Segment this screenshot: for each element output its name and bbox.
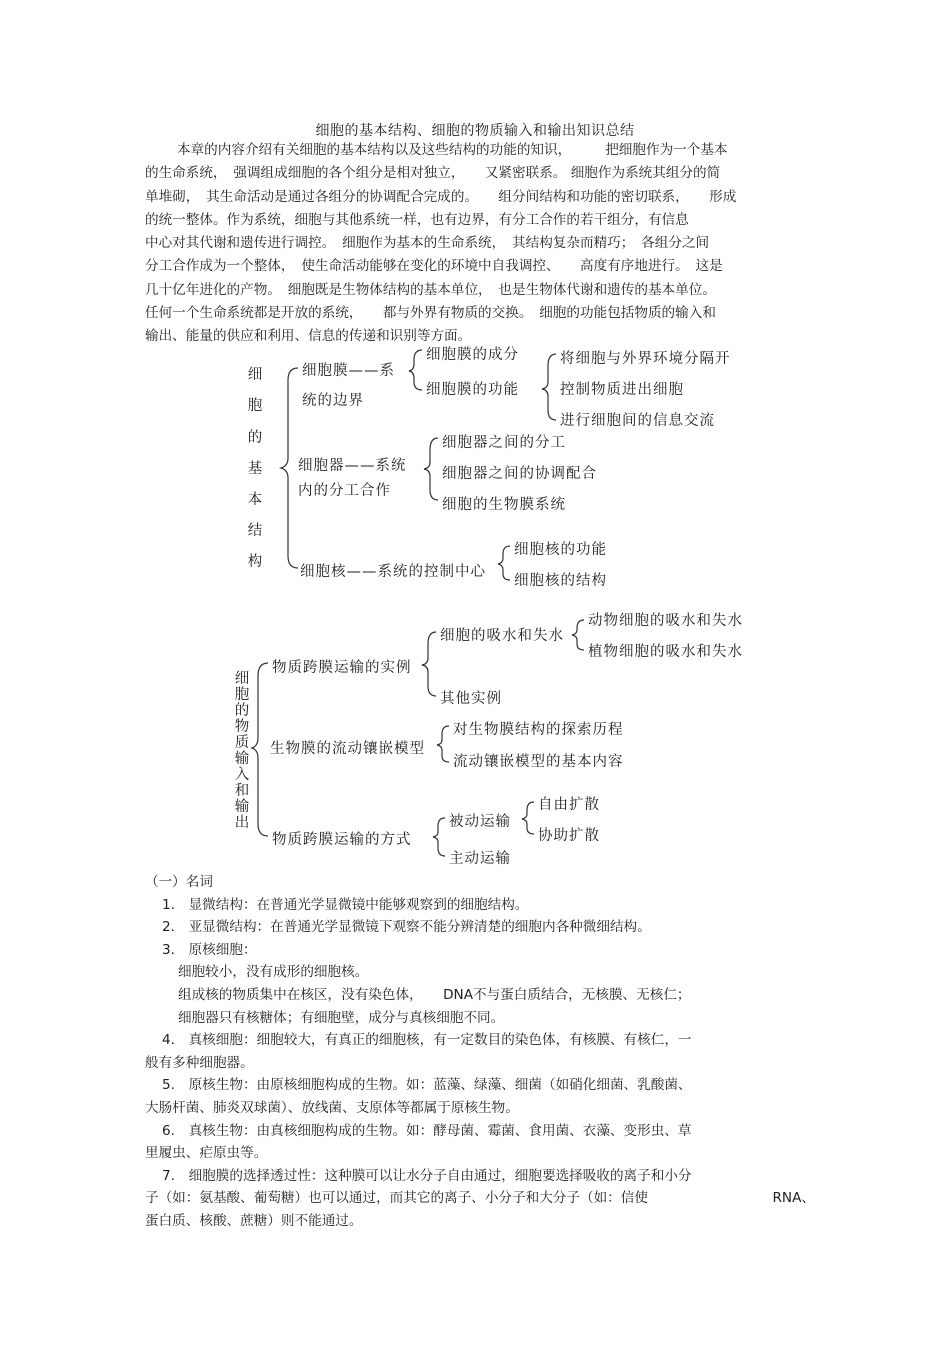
intro-line: 本章的内容介绍有关细胞的基本结构以及这些结构的功能的知识， 把细胞作为一个基本 (177, 142, 728, 158)
diagram-node: 进行细胞间的信息交流 (560, 413, 715, 429)
intro-line: 分工合作成为一个整体， 使生命活动能够在变化的环境中自我调控、 高度有序地进行。 这是 (145, 258, 723, 275)
diagram-root-char: 的 (234, 703, 250, 719)
diagram-node: 主动运输 (449, 851, 511, 867)
diagram-node: 对生物膜结构的探索历程 (453, 722, 624, 738)
diagram-root-char: 输 (234, 751, 250, 767)
term-item: 6. 真核生物：由真核细胞构成的生物。如：酵母菌、霉菌、食用菌、衣藻、变形虫、草 (162, 1122, 692, 1139)
terms-section (145, 871, 815, 1233)
diagram-root-char: 的 (247, 430, 263, 446)
diagram-root-char: 细 (247, 367, 263, 383)
diagram-root-char: 基 (247, 461, 263, 477)
intro-line: 几十亿年进化的产物。 细胞既是生物体结构的基本单位， 也是生物体代谢和遗传的基本单位。 (145, 281, 716, 298)
diagram-root-char: 胞 (234, 687, 250, 703)
diagram-node: 细胞器之间的协调配合 (442, 466, 597, 482)
term-item-cont: 般有多种细胞器。 (145, 1054, 254, 1071)
diagram-node: 细胞器——系统 (298, 458, 407, 474)
diagram-node: 内的分工合作 (298, 483, 391, 499)
term-item: 7. 细胞膜的选择透过性：这种膜可以让水分子自由通过，细胞要选择吸收的离子和小分 (162, 1167, 692, 1184)
diagram-node: 动物细胞的吸水和失水 (588, 613, 743, 629)
diagram-node: 控制物质进出细胞 (560, 382, 684, 398)
diagram-root-char: 入 (234, 767, 250, 783)
intro-paragraph (145, 139, 810, 349)
diagram-node: 协助扩散 (538, 828, 600, 844)
diagram-node: 细胞的吸水和失水 (440, 628, 564, 644)
term-item-cont: 蛋白质、核酸、蔗糖）则不能通过。 (145, 1212, 363, 1229)
term-item-cont: 里履虫、疟原虫等。 (145, 1145, 268, 1162)
term-item: 4. 真核细胞：细胞较大，有真正的细胞核，有一定数目的染色体，有核膜、有核仁，一 (162, 1032, 692, 1049)
diagram-root-char: 本 (247, 492, 263, 508)
intro-line: 单堆砌， 其生命活动是通过各组分的协调配合完成的。 组分间结构和功能的密切联系， 形成 (145, 188, 737, 205)
term-detail: 细胞较小，没有成形的细胞核。 (178, 964, 369, 981)
diagram-root-char: 胞 (247, 398, 263, 414)
diagram-root-char: 和 (234, 783, 250, 799)
term-item: 2. 亚显微结构：在普通光学显微镜下观察不能分辨清楚的细胞内各种微细结构。 (162, 919, 651, 936)
diagram-node: 其他实例 (440, 691, 502, 707)
diagram-root-char: 物 (234, 719, 250, 735)
intro-line: 输出、能量的供应和利用、信息的传递和识别等方面。 (145, 328, 472, 345)
document-title: 细胞的基本结构、细胞的物质输入和输出知识总结 (315, 123, 635, 139)
diagram-node: 统的边界 (302, 393, 364, 409)
term-item: 3. 原核细胞： (162, 941, 257, 958)
term-detail: 细胞器只有核糖体；有细胞壁，成分与真核细胞不同。 (178, 1009, 505, 1026)
term-item-cont (145, 1187, 815, 1210)
diagram-node: 细胞核——系统的控制中心 (300, 564, 486, 580)
diagram-root-char: 结 (247, 523, 263, 539)
intro-line: 的生命系统， 强调组成细胞的各个组分是相对独立， 又紧密联系。 细胞作为系统其组分的简 (145, 165, 721, 182)
term-item-cont: 大肠杆菌、肺炎双球菌）、放线菌、支原体等都属于原核生物。 (145, 1099, 519, 1116)
term-item: 1. 显微结构：在普通光学显微镜中能够观察到的细胞结构。 (162, 896, 529, 913)
diagram-node: 细胞核的结构 (514, 573, 607, 589)
diagram-node: 被动运输 (449, 814, 511, 830)
term-item: 5. 原核生物：由原核细胞构成的生物。如：蓝藻、绿藻、细菌（如硝化细菌、乳酸菌、 (162, 1077, 692, 1094)
diagram-node: 细胞的生物膜系统 (442, 497, 566, 513)
diagram-node: 植物细胞的吸水和失水 (588, 644, 743, 660)
diagram-node: 流动镶嵌模型的基本内容 (453, 754, 624, 770)
diagram-root-char: 构 (247, 554, 263, 570)
term-detail: 组成核的物质集中在核区，没有染色体， DNA不与蛋白质结合，无核膜、无核仁； (178, 986, 691, 1003)
intro-line: 的统一整体。作为系统，细胞与其他系统一样，也有边界，有分工合作的若干组分，有信息 (145, 211, 689, 228)
diagram-node: 物质跨膜运输的实例 (272, 660, 412, 676)
diagram-node: 细胞膜的功能 (426, 382, 519, 398)
intro-line: 任何一个生命系统都是开放的系统， 都与外界有物质的交换。 细胞的功能包括物质的输入和 (145, 305, 716, 322)
diagram-node: 细胞核的功能 (514, 542, 607, 558)
term-text: 子（如：氨基酸、葡萄糖）也可以通过，而其它的离子、小分子和大分子（如：信使 (145, 1190, 648, 1207)
diagram-node: 物质跨膜运输的方式 (272, 832, 412, 848)
diagram-node: 生物膜的流动镶嵌模型 (270, 741, 425, 757)
diagram-root-char: 质 (234, 735, 250, 751)
diagram-node: 细胞膜——系 (302, 363, 395, 379)
diagram-node: 细胞膜的成分 (426, 347, 519, 363)
term-text: RNA、 (772, 1190, 815, 1207)
diagram-node: 将细胞与外界环境分隔开 (560, 351, 731, 367)
intro-line: 中心对其代谢和遗传进行调控。 细胞作为基本的生命系统， 其结构复杂而精巧； 各组分之间 (145, 235, 710, 252)
diagram-root-char: 出 (234, 815, 250, 831)
diagram-node: 自由扩散 (538, 797, 600, 813)
diagram-root-char: 细 (234, 671, 250, 687)
section-heading: （一）名词 (145, 874, 213, 890)
diagram-root-char: 输 (234, 799, 250, 815)
diagram-node: 细胞器之间的分工 (442, 435, 566, 451)
